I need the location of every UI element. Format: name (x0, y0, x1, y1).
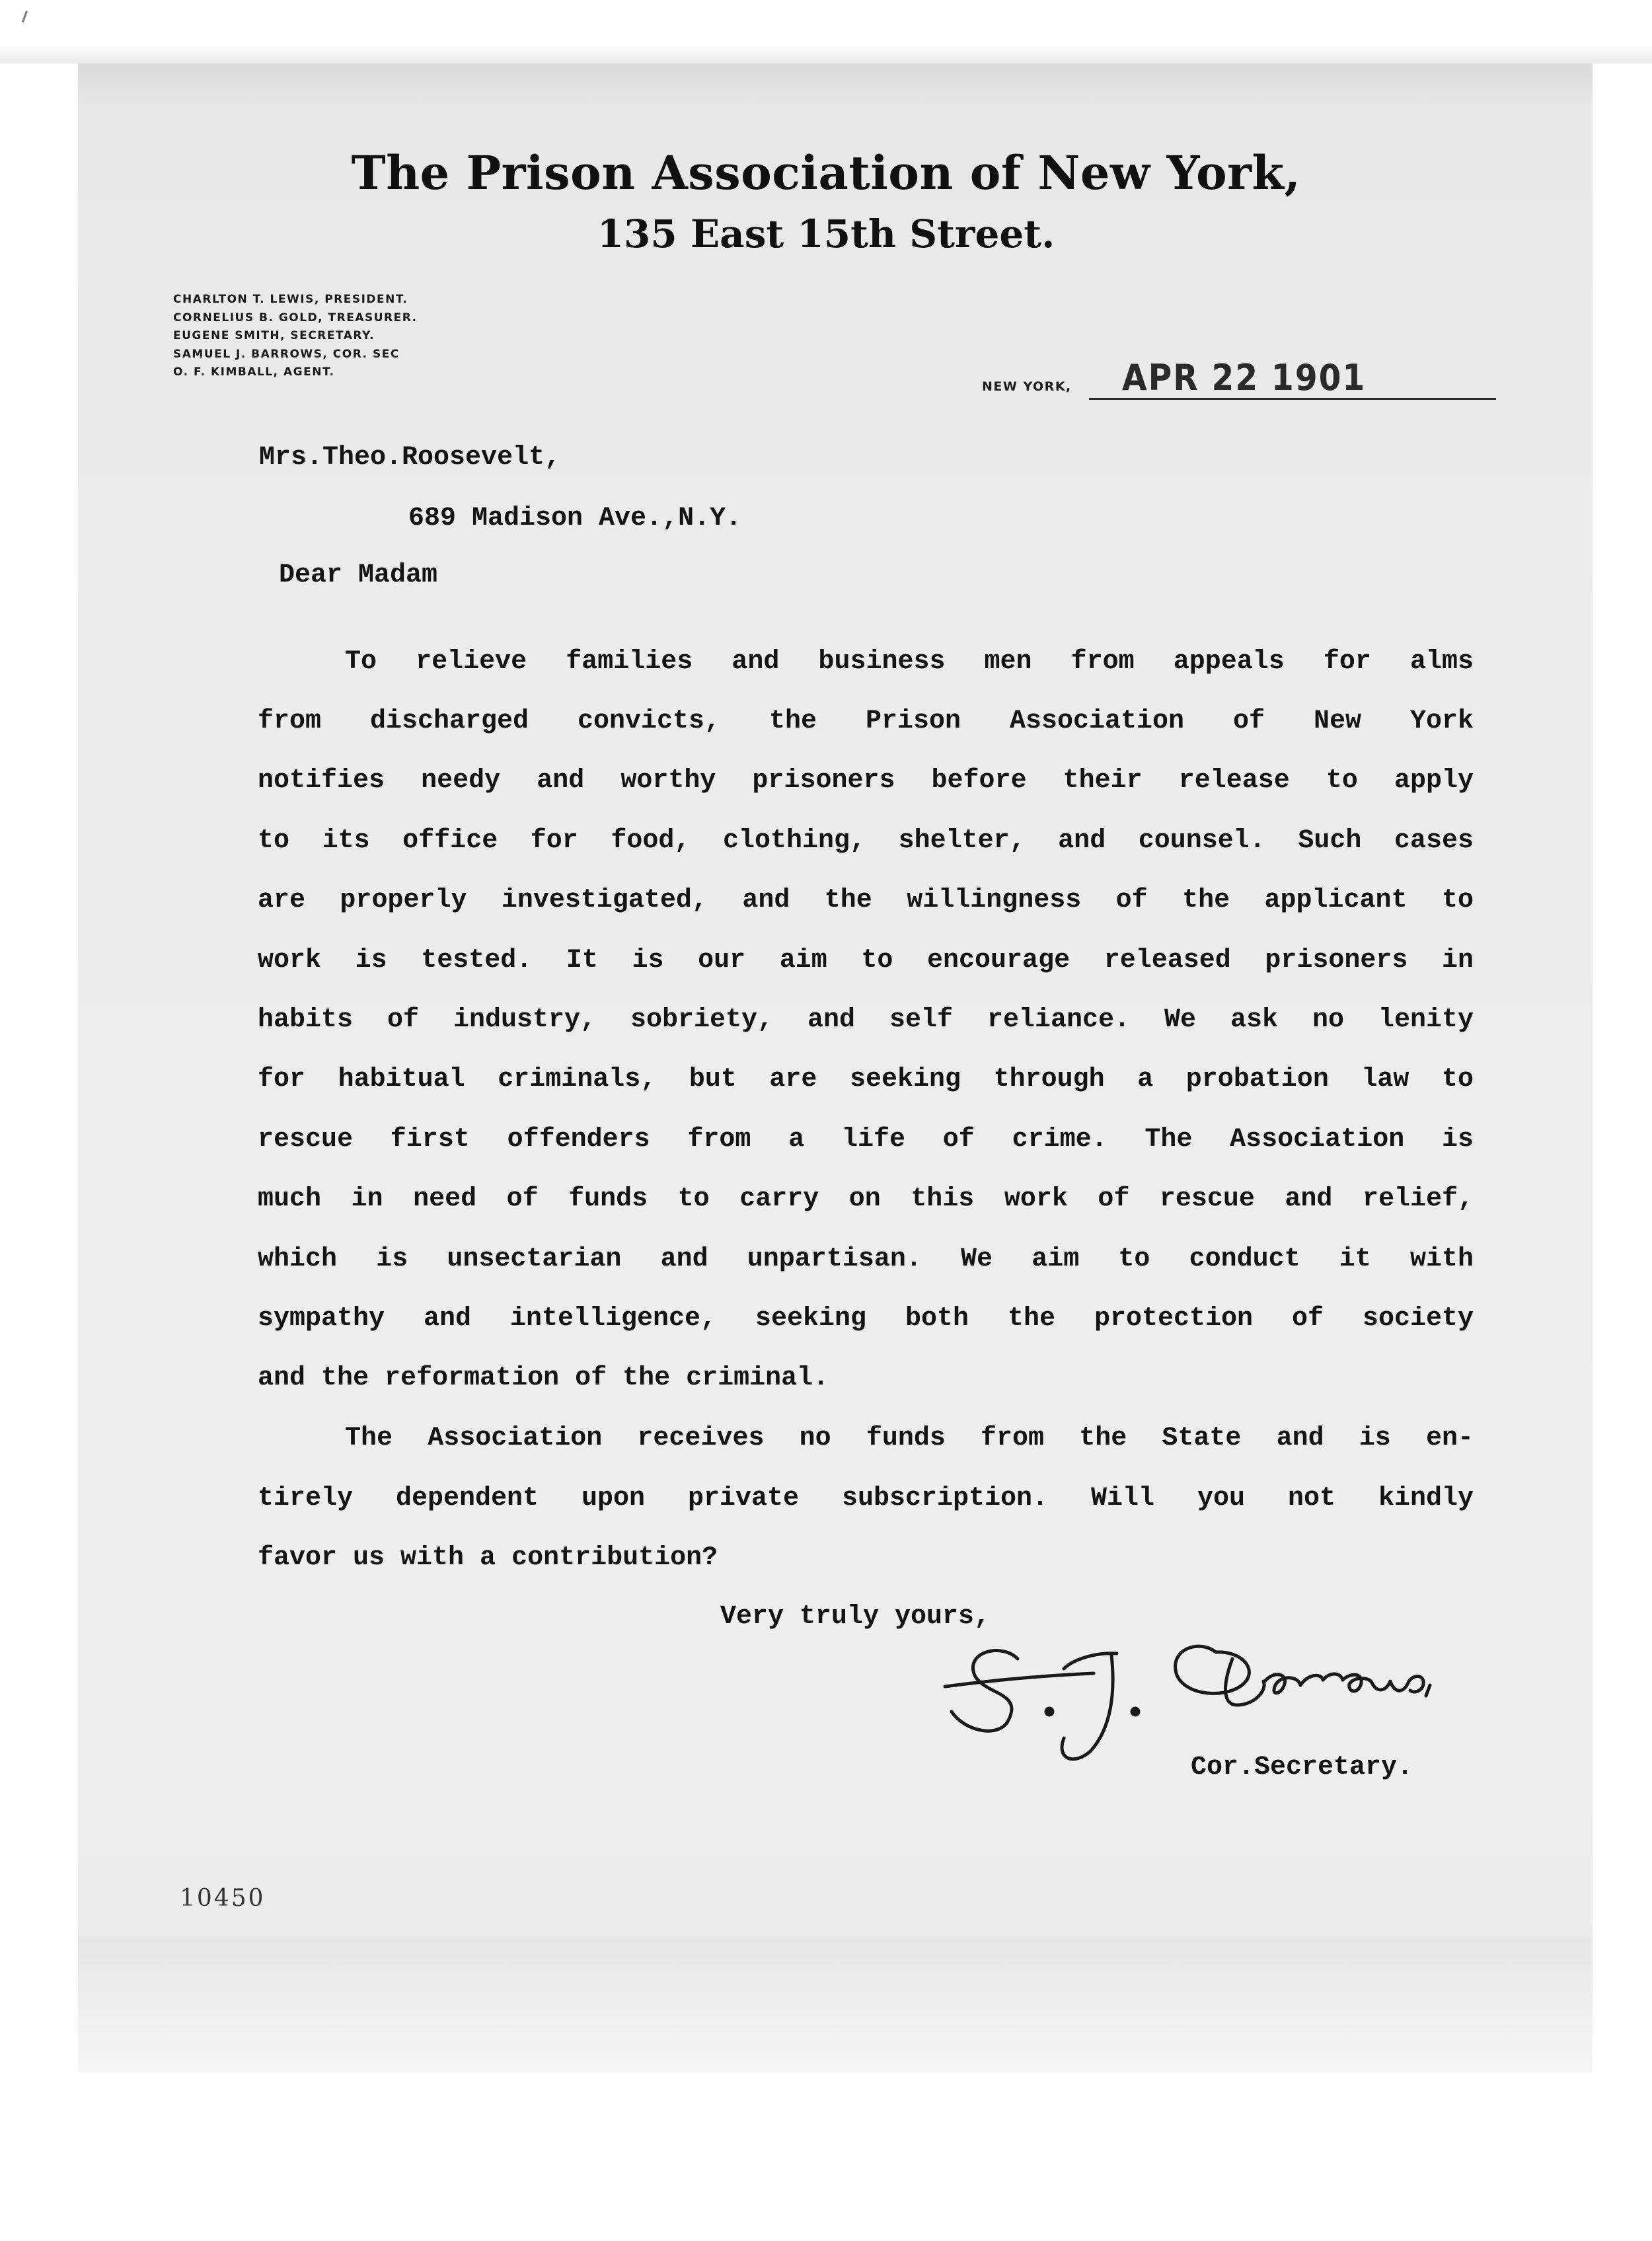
sheet-bottom-band (78, 1936, 1593, 2072)
closing: Very truly yours, (720, 1602, 991, 1632)
body-line: which is unsectarian and unpartisan. We aim to conduct it with (258, 1244, 1474, 1274)
officers-list (173, 291, 418, 382)
body-line: The Association receives no funds from the State and is en- (345, 1424, 1474, 1453)
body-line: work is tested. It is our aim to encourage released prisoners in (258, 946, 1474, 975)
body-line: habits of industry, sobriety, and self reliance. We ask no lenity (258, 1005, 1474, 1035)
body-line: To relieve families and business men from appeals for alms (345, 647, 1474, 677)
body-line: and the reformation of the criminal. (258, 1363, 829, 1393)
body-line: sympathy and intelligence, seeking both the protection of society (258, 1304, 1474, 1334)
officer-line: SAMUEL J. BARROWS, COR. SEC (173, 347, 400, 361)
body-line: notifies needy and worthy prisoners before their release to apply (258, 766, 1474, 796)
body-line: from discharged convicts, the Prison Association of New York (258, 706, 1474, 736)
body-line: rescue first offenders from a life of crime. The Association is (258, 1125, 1474, 1155)
document-number: 10450 (180, 1885, 266, 1912)
body-line: favor us with a contribution? (258, 1543, 718, 1573)
body-line: are properly investigated, and the willingness of the applicant to (258, 886, 1474, 915)
officer-line: CORNELIUS B. GOLD, TREASURER. (173, 311, 418, 324)
salutation: Dear Madam (279, 560, 438, 590)
organization-address: 135 East 15th Street. (597, 211, 1055, 256)
signature-image (938, 1613, 1507, 1765)
organization-name: The Prison Association of New York, (351, 145, 1301, 200)
recipient-name: Mrs.Theo.Roosevelt, (259, 443, 561, 473)
body-line: tirely dependent upon private subscription. Will you not kindly (258, 1484, 1474, 1513)
place-label: NEW YORK, (982, 379, 1072, 394)
officer-line: EUGENE SMITH, SECRETARY. (173, 329, 375, 342)
officer-line: O. F. KIMBALL, AGENT. (173, 365, 335, 379)
body-line: to its office for food, clothing, shelter, and counsel. Such cases (258, 826, 1474, 856)
body-line: for habitual criminals, but are seeking through a probation law to (258, 1065, 1474, 1094)
date-stamp: APR 22 1901 (1122, 357, 1367, 399)
corner-pencil-mark (22, 11, 28, 22)
body-line: much in need of funds to carry on this work of rescue and relief, (258, 1184, 1474, 1214)
officer-line: CHARLTON T. LEWIS, PRESIDENT. (173, 293, 408, 306)
recipient-address: 689 Madison Ave.,N.Y. (408, 504, 742, 533)
page-top-edge (0, 45, 1652, 63)
signer-title: Cor.Secretary. (1191, 1753, 1413, 1782)
